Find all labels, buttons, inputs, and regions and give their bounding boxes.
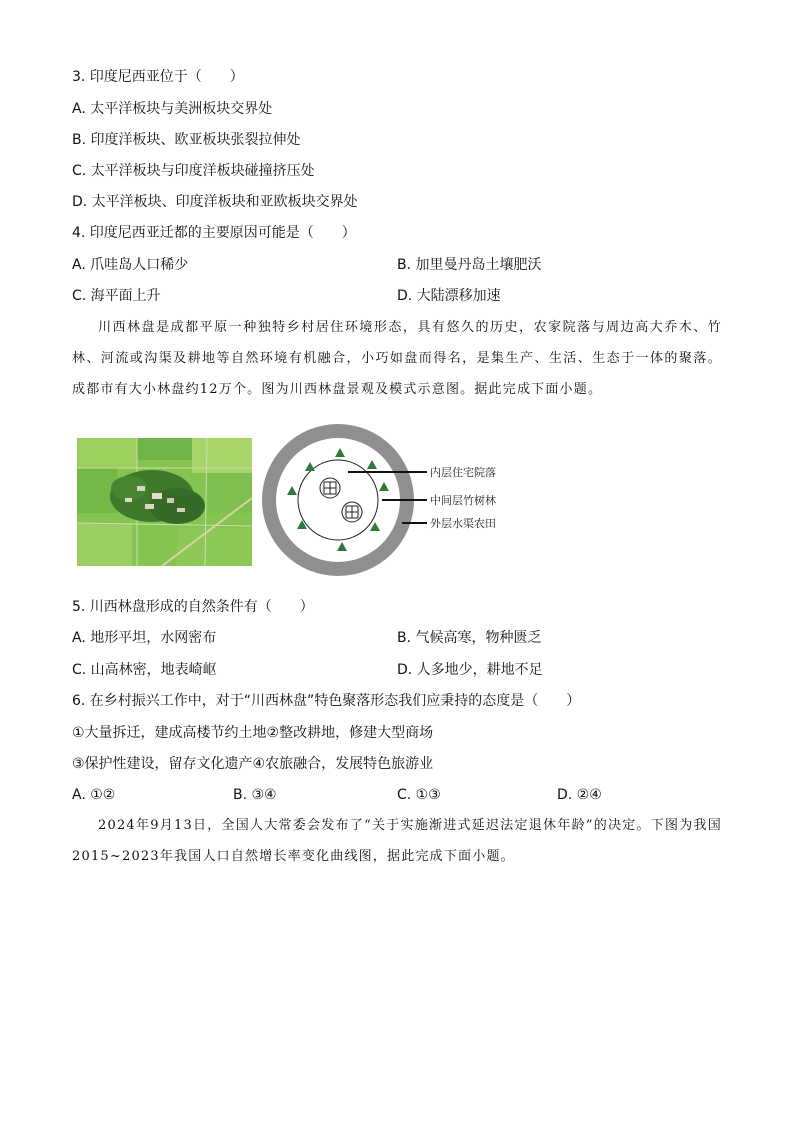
label-middle-layer: 中间层竹树林 bbox=[430, 494, 496, 507]
passage-linpan: 川西林盘是成都平原一种独特乡村居住环境形态，具有悠久的历史，农家院落与周边高大乔木、竹林、河流或沟渠及耕地等自然环境有机融合，小巧如盘而得名，是集生产、生活、生态于一体的聚落。成都市有大小林盘约12万个。图为川西林盘景观及模式示意图。据此完成下面小题。 bbox=[72, 320, 722, 397]
q6-statements-2: ③保护性建设，留存文化遗产④农旅融合，发展特色旅游业 bbox=[72, 756, 434, 772]
passage-population: 2024年9月13日，全国人大常委会发布了“关于实施渐进式延迟法定退休年龄”的决定。下图为我国2015~2023年我国人口自然增长率变化曲线图，据此完成下面小题。 bbox=[72, 818, 722, 864]
q5-option-a: A. 地形平坦，水网密布 bbox=[72, 630, 217, 646]
q5-option-b: B. 气候高寒，物种匮乏 bbox=[397, 630, 542, 646]
q6-stem: 6. 在乡村振兴工作中，对于“川西林盘”特色聚落形态我们应秉持的态度是（ ） bbox=[72, 693, 581, 709]
label-outer-layer: 外层水渠农田 bbox=[430, 517, 496, 530]
q6-option-d: D. ②④ bbox=[557, 787, 602, 803]
q4-stem: 4. 印度尼西亚迁都的主要原因可能是（ ） bbox=[72, 225, 356, 241]
q3-option-b: B. 印度洋板块、欧亚板块张裂拉伸处 bbox=[72, 132, 301, 148]
q5-option-d: D. 人多地少，耕地不足 bbox=[397, 662, 543, 678]
q6-option-b: B. ③④ bbox=[233, 787, 277, 803]
q4-option-b: B. 加里曼丹岛土壤肥沃 bbox=[397, 257, 542, 273]
q4-option-c: C. 海平面上升 bbox=[72, 288, 161, 304]
q5-stem: 5. 川西林盘形成的自然条件有（ ） bbox=[72, 599, 314, 615]
aerial-photo bbox=[77, 438, 252, 566]
q3-option-d: D. 太平洋板块、印度洋板块和亚欧板块交界处 bbox=[72, 194, 358, 210]
q3-option-a: A. 太平洋板块与美洲板块交界处 bbox=[72, 101, 273, 117]
house-icon bbox=[320, 478, 340, 498]
q6-statements-1: ①大量拆迁，建成高楼节约土地②整改耕地，修建大型商场 bbox=[72, 725, 434, 741]
house-icon bbox=[342, 502, 362, 522]
q4-option-d: D. 大陆漂移加速 bbox=[397, 288, 501, 304]
q3-stem: 3. 印度尼西亚位于（ ） bbox=[72, 69, 244, 85]
linpan-schematic bbox=[262, 420, 512, 580]
label-inner-layer: 内层住宅院落 bbox=[430, 466, 496, 479]
q5-option-c: C. 山高林密，地表崎岖 bbox=[72, 662, 217, 678]
q3-option-c: C. 太平洋板块与印度洋板块碰撞挤压处 bbox=[72, 163, 315, 179]
q6-option-a: A. ①② bbox=[72, 787, 116, 803]
q6-option-c: C. ①③ bbox=[397, 787, 441, 803]
q4-option-a: A. 爪哇岛人口稀少 bbox=[72, 257, 189, 273]
